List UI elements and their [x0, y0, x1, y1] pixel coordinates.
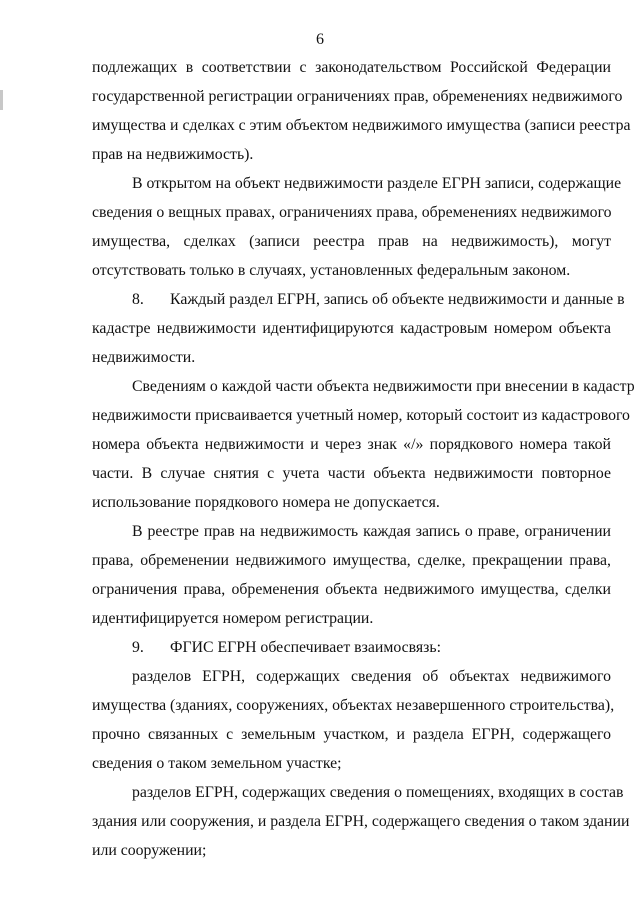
text-line: Каждый раздел ЕГРН, запись об объекте недвижимости и данные в — [170, 291, 625, 308]
text-line: разделов ЕГРН, содержащих сведения о помещениях, входящих в состав — [132, 784, 624, 801]
text-line: подлежащих в соответствии с законодательством Российской Федерации — [92, 59, 611, 76]
text-line: недвижимости. — [92, 349, 196, 366]
text-line: отсутствовать только в случаях, установленных федеральным законом. — [92, 262, 571, 279]
text-line: здания или сооружения, и раздела ЕГРН, содержащего сведения о таком здании — [92, 813, 630, 830]
text-line: имущества (зданиях, сооружениях, объектах незавершенного строительства), — [92, 697, 615, 714]
text-line: В реестре прав на недвижимость каждая запись о праве, ограничении — [132, 523, 611, 540]
item-number: 9. — [132, 639, 144, 656]
text-line: ограничения права, обременения объекта недвижимого имущества, сделки — [92, 581, 611, 598]
text-line: сведения о таком земельном участке; — [92, 755, 342, 772]
scan-margin-mark — [0, 90, 3, 110]
text-line: части. В случае снятия с учета части объекта недвижимости повторное — [92, 465, 611, 482]
text-line: использование порядкового номера не допускается. — [92, 494, 440, 511]
text-line: сведения о вещных правах, ограничениях права, обременениях недвижимого — [92, 204, 612, 221]
text-line: кадастре недвижимости идентифицируются кадастровым номером объекта — [92, 320, 611, 337]
text-line: права, обременении недвижимого имущества, сделке, прекращении права, — [92, 552, 611, 569]
text-line: имущества, сделках (записи реестра прав на недвижимость), могут — [92, 233, 611, 250]
page-number: 6 — [316, 31, 324, 48]
text-line: Сведениям о каждой части объекта недвижимости при внесении в кадастр — [132, 378, 635, 395]
text-line: имущества и сделках с этим объектом недвижимого имущества (записи реестра — [92, 117, 631, 134]
text-line: В открытом на объект недвижимости разделе ЕГРН записи, содержащие — [132, 175, 622, 192]
text-line: прочно связанных с земельным участком, и раздела ЕГРН, содержащего — [92, 726, 611, 743]
text-line: разделов ЕГРН, содержащих сведения об объектах недвижимого — [132, 668, 611, 685]
text-line: ФГИС ЕГРН обеспечивает взаимосвязь: — [170, 639, 441, 656]
text-line: прав на недвижимость). — [92, 146, 254, 163]
text-line: идентифицируется номером регистрации. — [92, 610, 374, 627]
item-number: 8. — [132, 291, 144, 308]
text-line: недвижимости присваивается учетный номер, который состоит из кадастрового — [92, 407, 630, 424]
text-line: государственной регистрации ограничениях прав, обременениях недвижимого — [92, 88, 623, 105]
text-line: или сооружении; — [92, 842, 207, 859]
text-line: номера объекта недвижимости и через знак «/» порядкового номера такой — [92, 436, 611, 453]
